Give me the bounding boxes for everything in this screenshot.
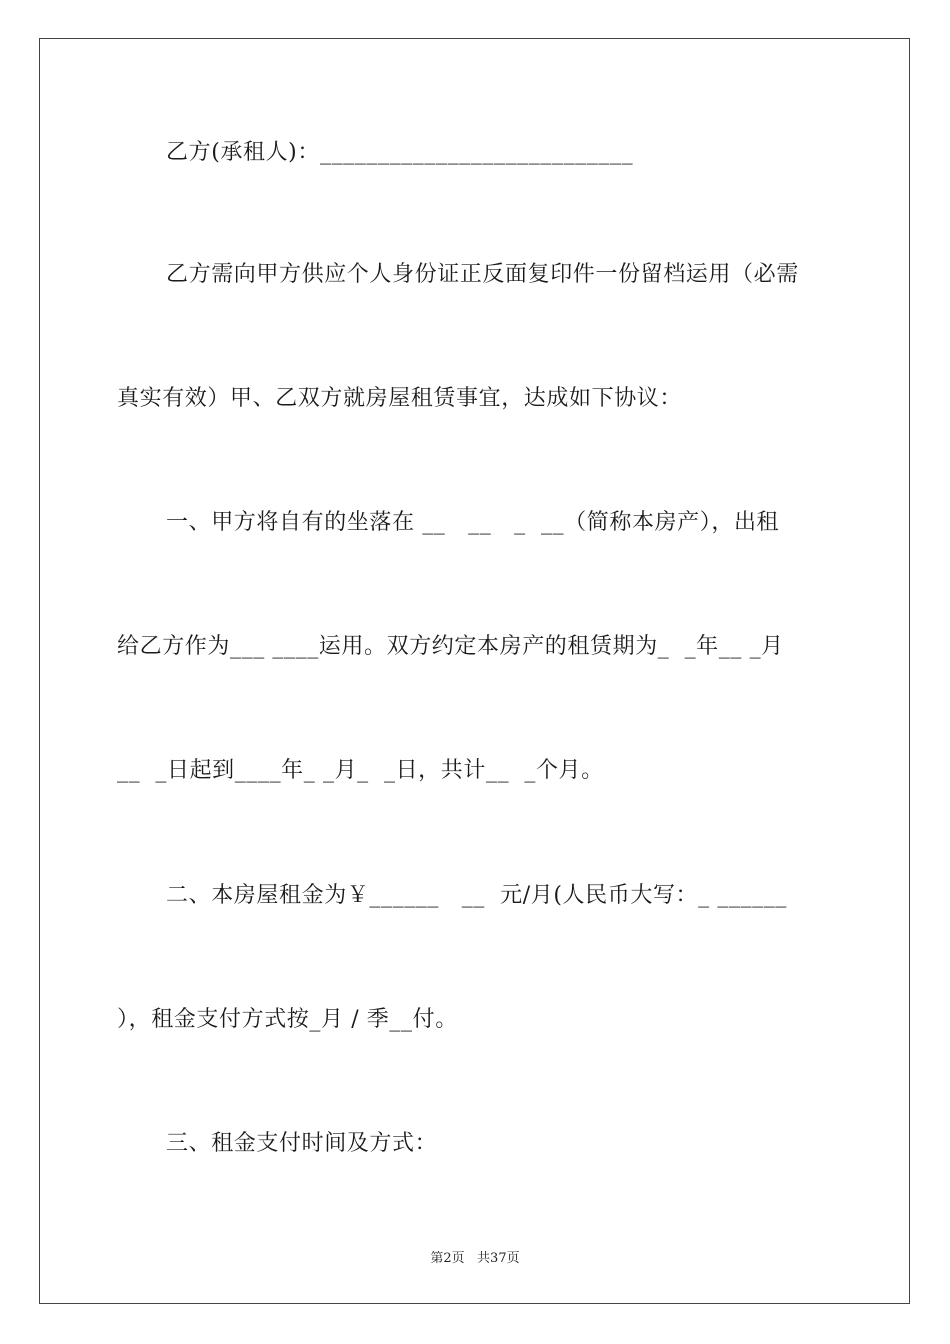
page-border <box>39 38 910 1304</box>
clause-one-line-2: 给乙方作为___ ____运用。双方约定本房产的租赁期为_ _年__ _月 <box>117 634 784 659</box>
paragraph-id-requirement-line-1: 乙方需向甲方供应个人身份证正反面复印件一份留档运用（必需 <box>166 262 799 287</box>
clause-two-line-1: 二、本房屋租金为￥______ __ 元/月(人民币大写：_ ______ <box>166 883 787 908</box>
clause-one-line-1: 一、甲方将自有的坐落在 __ __ _ __（简称本房产），出租 <box>166 510 780 535</box>
paragraph-id-requirement-line-2: 真实有效）甲、乙双方就房屋租赁事宜，达成如下协议： <box>117 386 683 411</box>
lessee-line: 乙方(承租人)：___________________________ <box>166 140 634 165</box>
clause-one-line-3: __ _日起到____年_ _月_ _日，共计__ _个月。 <box>117 758 604 783</box>
clause-three-heading: 三、租金支付时间及方式： <box>166 1131 438 1156</box>
clause-two-line-2: ），租金支付方式按_月 / 季__付。 <box>117 1007 458 1032</box>
page-number-footer: 第2页 共37页 <box>430 1251 520 1266</box>
